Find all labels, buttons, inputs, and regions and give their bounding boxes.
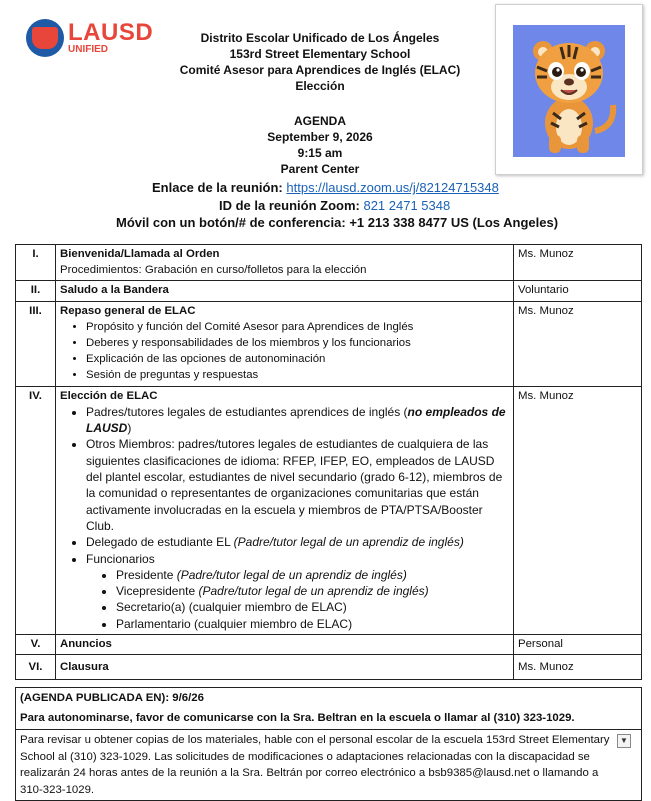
list-item: • Funcionarios • Presidente (Padre/tutor legal de un aprendiz de inglés) • Vicepresidente (Padre/tutor legal de un aprendiz de inglés) • Secretario(a) (cualquier miembro de ELAC) • Parlamentario (cualquier miembro de ELAC) xyxy=(86,551,509,632)
list-item: • Deberes y responsabilidades de los miembros y los funcionarios xyxy=(86,335,509,351)
item-content xyxy=(56,245,514,281)
officer-item: • Presidente (Padre/tutor legal de un aprendiz de inglés) xyxy=(116,567,509,583)
meeting-date: September 9, 2026 xyxy=(267,130,373,144)
officer-item: • Vicepresidente (Padre/tutor legal de un aprendiz de inglés) xyxy=(116,583,509,599)
list-item: • Padres/tutores legales de estudiantes aprendices de inglés (no empleados de LAUSD) xyxy=(86,404,509,437)
item-presenter: Ms. Munoz xyxy=(514,386,642,634)
item-title: Saludo a la Bandera xyxy=(60,284,169,297)
zoom-id: 821 2471 5348 xyxy=(363,198,451,213)
item-content xyxy=(56,655,514,680)
item-content xyxy=(56,281,514,301)
item-title: Bienvenida/Llamada al Orden xyxy=(60,248,220,260)
accommodation-note xyxy=(15,730,642,801)
agenda-table xyxy=(15,244,642,680)
meeting-time: 9:15 am xyxy=(297,146,343,160)
mobile-label: Móvil con un botón/# de conferencia: xyxy=(116,215,346,230)
lausd-emblem-icon xyxy=(26,19,64,57)
self-nomination-notice: Para autonominarse, favor de comunicarse con la Sra. Beltran en la escuela o llamar al (310) 323-1029. xyxy=(20,712,575,724)
item-content xyxy=(56,386,514,634)
committee-name: Comité Asesor para Aprendices de Inglés (ELAC) xyxy=(179,63,461,77)
table-row xyxy=(16,245,642,281)
logo-wordmark: LAUSD xyxy=(68,19,154,46)
accommodation-text: Para revisar u obtener copias de los materiales, hable con el personal escolar de la escuela 153rd Street Elementary School al (310) 323-1029. Las solicitudes de modificaciones o adaptaciones relacionadas con la discapacidad se realizarán 24 horas antes de la reunión a la Sra. Beltrán por correo electrónico a bsb9385@lausd.net o llamando a 310-323-1029. xyxy=(20,734,610,796)
item-number: IV. xyxy=(16,386,56,634)
table-row xyxy=(16,655,642,680)
list-item: • Explicación de las opciones de autonominación xyxy=(86,351,509,367)
table-row xyxy=(16,281,642,301)
item-content xyxy=(56,634,514,654)
table-row xyxy=(16,301,642,386)
footer xyxy=(15,687,642,801)
officer-list xyxy=(86,567,509,632)
item-presenter: Voluntario xyxy=(514,281,642,301)
meeting-type: Elección xyxy=(295,79,345,93)
logo-subtitle: UNIFIED xyxy=(68,44,108,55)
item-presenter: Ms. Munoz xyxy=(514,301,642,386)
item-presenter: Personal xyxy=(514,634,642,654)
lausd-logo xyxy=(26,17,166,59)
mobile-number: +1 213 338 8477 US (Los Angeles) xyxy=(349,215,559,230)
emphasis-text: (Padre/tutor legal de un aprendiz de inglés) xyxy=(233,535,464,550)
item-number: V. xyxy=(16,634,56,654)
posted-date: (AGENDA PUBLICADA EN): 9/6/26 xyxy=(20,692,204,704)
school-name: 153rd Street Elementary School xyxy=(229,47,411,61)
emphasis-text: no empleados de LAUSD xyxy=(86,404,506,436)
item-presenter: Ms. Munoz xyxy=(514,245,642,281)
bullet-list xyxy=(60,319,509,384)
meeting-link[interactable]: https://lausd.zoom.us/j/82124715348 xyxy=(286,180,499,195)
tiger-mascot-icon xyxy=(517,27,621,155)
item-content xyxy=(56,301,514,386)
list-item: • Sesión de preguntas y respuestas xyxy=(86,367,509,383)
item-number: VI. xyxy=(16,655,56,680)
zoom-id-line xyxy=(219,198,450,213)
meeting-place: Parent Center xyxy=(280,162,360,176)
list-item: • Otros Miembros: padres/tutores legales de estudiantes de cualquiera de las siguientes clasificaciones de idioma: RFEP, IFEP, EO, empleados de LAUSD del plantel escolar, estudiantes de nivel secundario (grado 6-12), miembros de la comunidad o representantes de organizaciones comunitarias que están activamente involucradas en la escuela y miembros de PTA/PTSA/Booster Club. xyxy=(86,436,509,534)
item-title: Repaso general de ELAC xyxy=(60,304,196,317)
zoom-id-label: ID de la reunión Zoom: xyxy=(219,198,360,213)
meeting-link-label: Enlace de la reunión: xyxy=(152,180,283,195)
officer-item: • Secretario(a) (cualquier miembro de ELAC) xyxy=(116,599,509,615)
item-detail: Procedimientos: Grabación en curso/folletos para la elección xyxy=(60,264,367,277)
mobile-line xyxy=(116,215,558,230)
table-row xyxy=(16,634,642,654)
list-item: • Delegado de estudiante EL (Padre/tutor legal de un aprendiz de inglés) xyxy=(86,534,509,550)
officer-item: • Parlamentario (cualquier miembro de ELAC) xyxy=(116,616,509,632)
district-name: Distrito Escolar Unificado de Los Ángeles xyxy=(200,31,440,45)
agenda-title: AGENDA xyxy=(293,114,346,128)
list-item: • Propósito y función del Comité Asesor para Aprendices de Inglés xyxy=(86,319,509,335)
item-number: II. xyxy=(16,281,56,301)
item-number: III. xyxy=(16,301,56,386)
table-row xyxy=(16,386,642,634)
item-title: Anuncios xyxy=(60,637,112,650)
item-title: Elección de ELAC xyxy=(60,389,158,402)
bullet-list xyxy=(60,404,509,632)
footer-notice-box xyxy=(15,687,642,730)
meeting-link-line xyxy=(152,180,499,195)
mascot-picture xyxy=(495,4,643,175)
item-presenter: Ms. Munoz xyxy=(514,655,642,680)
item-title: Clausura xyxy=(60,661,109,674)
dropdown-arrow-icon[interactable]: ▼ xyxy=(617,734,631,748)
item-number: I. xyxy=(16,245,56,281)
